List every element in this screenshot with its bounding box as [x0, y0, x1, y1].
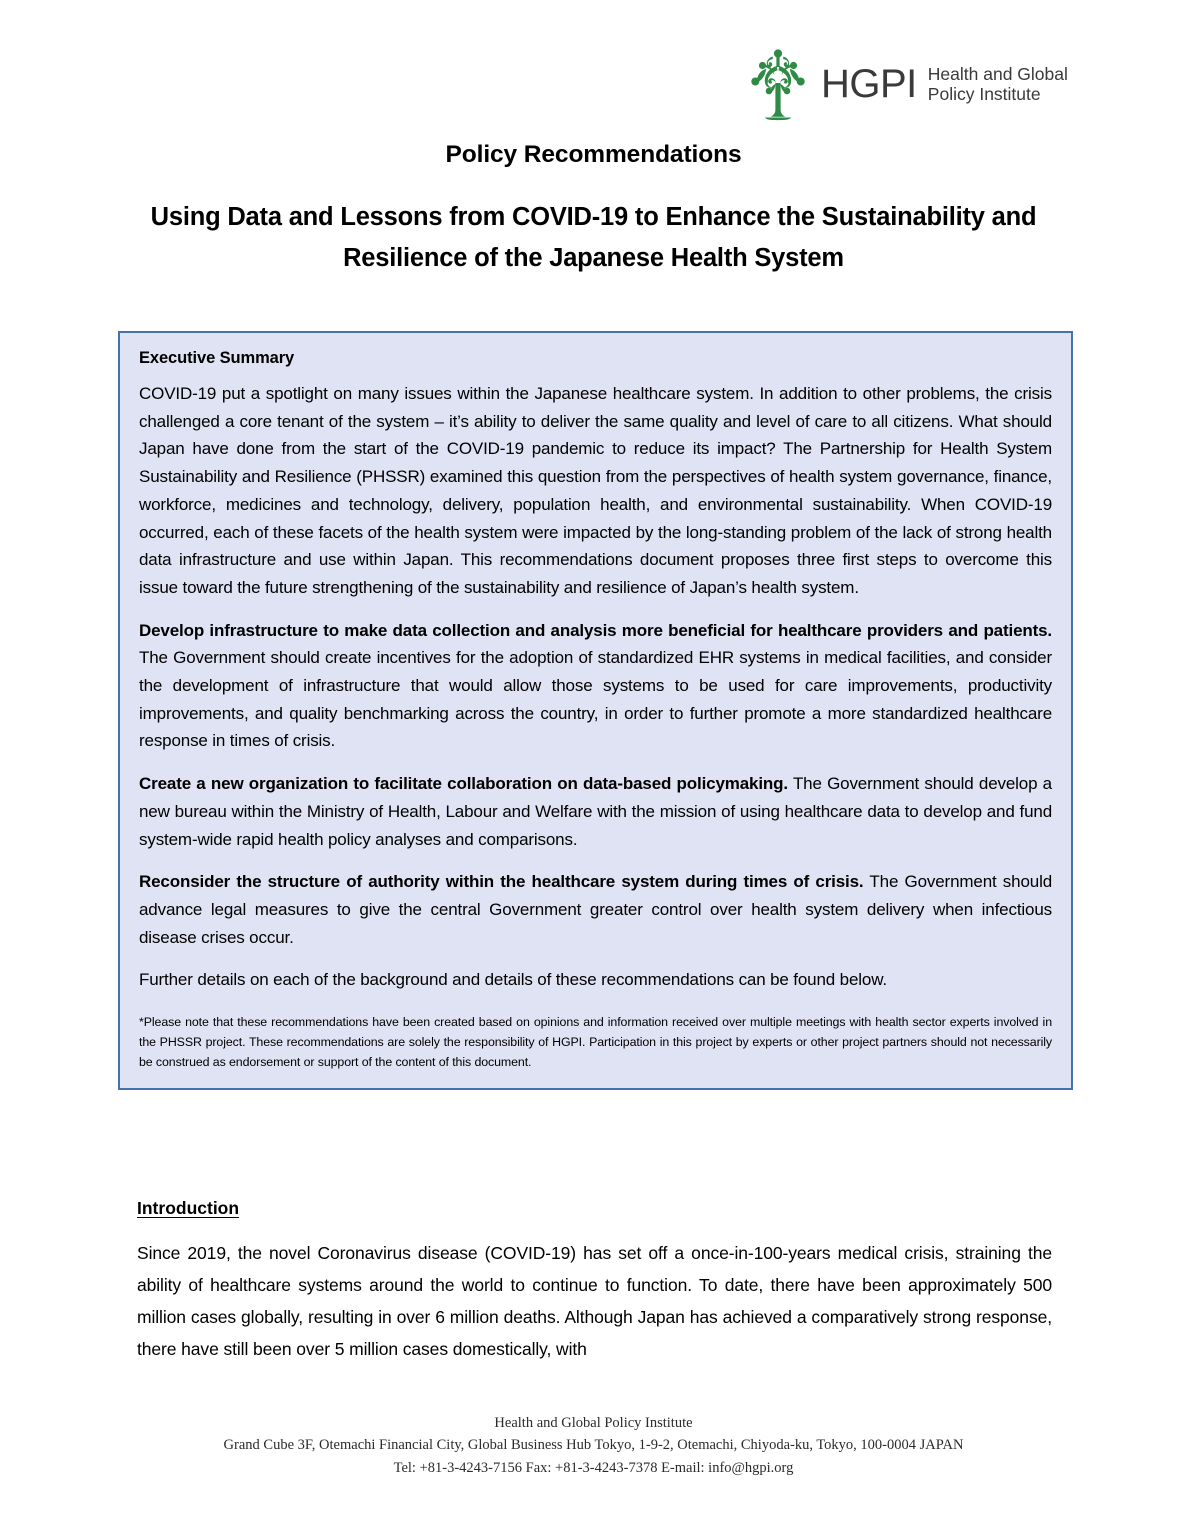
page-footer — [0, 1412, 1187, 1479]
hgpi-logo — [745, 47, 1068, 121]
footer-address: Grand Cube 3F, Otemachi Financial City, Global Business Hub Tokyo, 1-9-2, Otemachi, Chiyoda-ku, Tokyo, 100-0004 JAPAN — [223, 1437, 964, 1454]
document-kicker-title: Policy Recommendations — [445, 141, 742, 168]
logo-hgpi-text: HGPI — [821, 62, 917, 106]
exec-paragraph-lead: Reconsider the structure of authority within the healthcare system during times of crisis. — [139, 872, 864, 892]
exec-paragraph-body: COVID-19 put a spotlight on many issues within the Japanese healthcare system. In addition to other problems, the crisis challenged a core tenant of the system – it’s ability to deliver the same quality and level of care to all citizens. What should Japan have done from the start of the COVID-19 pandemic to reduce its impact? The Partnership for Health System Sustainability and Resilience (PHSSR) examined this question from the perspectives of health system governance, finance, workforce, medicines and technology, delivery, population health, and environmental sustainability. When COVID-19 occurred, each of these facets of the health system were impacted by the long-standing problem of the lack of strong health data infrastructure and use within Japan. This recommendations document proposes three first steps to overcome this issue toward the future strengthening of the sustainability and resilience of Japan’s health system. — [139, 384, 1052, 597]
executive-summary-heading: Executive Summary — [139, 349, 295, 367]
footer-contact: Tel: +81-3-4243-7156 Fax: +81-3-4243-7378 E-mail: info@hgpi.org — [393, 1459, 794, 1476]
exec-paragraph-lead: Develop infrastructure to make data collection and analysis more beneficial for healthcare providers and patients. — [139, 620, 1052, 640]
exec-paragraph — [139, 380, 1052, 602]
exec-paragraph — [139, 617, 1052, 756]
logo-subtitle — [926, 64, 1068, 105]
exec-paragraph-body: The Government should develop a new bureau within the Ministry of Health, Labour and Welfare with the mission of using healthcare data to develop and fund system-wide rapid health policy analyses and comparisons. — [139, 774, 1052, 849]
exec-paragraph-body: The Government should create incentives for the adoption of standardized EHR systems in medical facilities, and consider the development of infrastructure that would allow those systems to be used for care improvements, productivity improvements, and quality benchmarking across the country, in order to further promote a more standardized healthcare response in times of crisis. — [139, 648, 1052, 751]
executive-summary-box — [118, 331, 1073, 1090]
exec-paragraph-body: Further details on each of the background and details of these recommendations can be found below. — [139, 970, 887, 990]
executive-summary-footnote: *Please note that these recommendations have been created based on opinions and information received over multiple meetings with health sector experts involved in the PHSSR project. These recommendations are solely the responsibility of HGPI. Participation in this project by experts or other project partners should not necessarily be construed as endorsement or support of the content of this document. — [139, 1015, 1052, 1070]
logo-subtitle-line2: Policy Institute — [927, 84, 1041, 104]
tree-icon — [745, 47, 811, 121]
footer-organization: Health and Global Policy Institute — [494, 1415, 693, 1431]
logo-wordmark — [821, 64, 1068, 105]
section-heading-introduction: Introduction — [137, 1198, 240, 1218]
logo-subtitle-line1: Health and Global — [927, 63, 1068, 84]
exec-paragraph-body: The Government should advance legal measures to give the central Government greater control over health system delivery when infectious disease crises occur. — [139, 872, 1053, 947]
page-title: Using Data and Lessons from COVID-19 to Enhance the Sustainability and Resilience of the Japanese Health System — [150, 203, 1037, 273]
introduction-paragraph: Since 2019, the novel Coronavirus disease (COVID-19) has set off a once-in-100-years medical crisis, straining the ability of healthcare systems around the world to continue to function. To date, there have been approximately 500 million cases globally, resulting in over 6 million deaths. Although Japan has achieved a comparatively strong response, there have still been over 5 million cases domestically, with — [137, 1243, 1052, 1359]
exec-paragraph-lead: Create a new organization to facilitate collaboration on data-based policymaking. — [139, 774, 788, 794]
exec-paragraph — [139, 770, 1052, 853]
exec-paragraph — [139, 966, 1052, 994]
exec-paragraph — [139, 868, 1052, 951]
